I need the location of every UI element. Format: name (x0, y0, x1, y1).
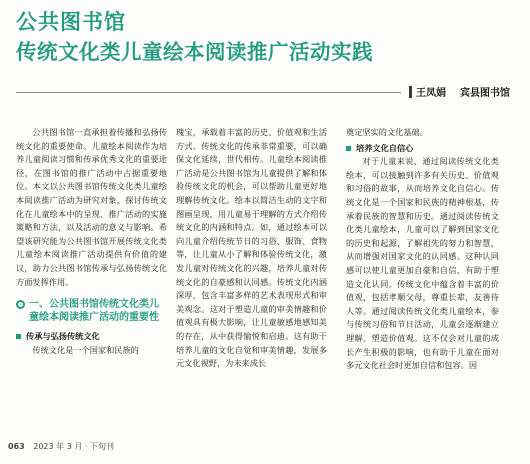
subheading-2 (346, 142, 499, 156)
title-line-2: 传统文化类儿童绘本阅读推广活动实践 (16, 40, 373, 64)
body-paragraph: 传统文化是一个国家和民族的 (32, 344, 139, 355)
body-paragraph: 奠定坚实的文化基础。 (346, 127, 428, 137)
section-heading-1-text: 一、公共图书馆传统文化类儿童绘本阅读推广活动的重要性 (29, 299, 159, 324)
section-heading-1 (16, 298, 167, 324)
author-affiliation: 宾县图书馆 (460, 88, 510, 99)
column-3 (346, 126, 499, 373)
byline (401, 84, 510, 99)
body-paragraph: 对于儿童来说，通过阅读传统文化类绘本，可以接触到许多有关历史、价值观和习俗的故事，从而培养文化自信心。传统文化是一个国家和民族的精神根基，传承着民族的智慧和历史。通过阅读传统文化类儿童绘本，儿童可以了解到国家文化的历史和起源，了解祖先的努力和智慧，从而增强对国家文化的认同感。这种认同感可以使儿童更加自豪和自信，有助于塑造文化认同。传统文化中蕴含着丰富的价值观，包括孝顺父母，尊重长辈，友善待人等。通过阅读传统文化类儿童绘本，参与传统习俗和节日活动，儿童会逐渐建立理解、塑造价值观。这不仅会对儿童的成长产生积极的影响，也有助于儿童在面对多元文化社会时更加自信和包容。因 (346, 156, 499, 371)
square-bullet-icon (16, 334, 21, 339)
intro-paragraph: 公共图书馆一直承担着传播和弘扬传统文化的重要使命。儿童绘本阅读作为培养儿童阅读习惯和传承优秀文化的重要途径，在图书馆的推广活动中占据重要地位。本文以公共图书馆传统文化类儿童绘本阅读推广活动为研究对象，探讨传统文化在儿童绘本中的呈现、推广活动的实施策略和方法，以及活动的意义与影响。希望该研究能为公共图书馆开展传统文化类儿童绘本阅读推广活动提供有价值的建议，助力公共图书馆传承与弘扬传统文化方面发挥作用。 (16, 127, 167, 287)
page-number: 063 (8, 442, 25, 451)
body-paragraph: 瑰宝，承载着丰富的历史、价值观和生活方式。传统文化的传承非常重要，可以确保文化延续，世代相传。儿童绘本阅读推广活动是公共图书馆为儿童提供了解和体验传统文化的机会，可以帮助儿童更好地理解传统文化。绘本以简洁生动的文字和图画呈现，用儿童易于理解的方式介绍传统文化的内涵和特点。如，通过绘本可以向儿童介绍传统节日的习俗、服饰、食物等，让儿童从小了解和体验传统文化，激发儿童对传统文化的兴趣，培养儿童对传统文化的自豪感和认同感。传统文化内涵深厚，包含丰富多样的艺术表现形式和审美观念。这对于塑造儿童的审美情趣和价值观具有极大影响，让儿童敏感地感知美的存在，从中获得愉悦和启迪。这有助于培养儿童的文化自觉和审美情趣，发展多元文化视野，为未来成长 (176, 127, 327, 369)
title-line-1: 公共图书馆 (16, 10, 126, 34)
subheading-2-text: 培养文化自信心 (356, 142, 414, 153)
square-bullet-icon (346, 146, 351, 151)
column-1 (16, 126, 167, 357)
byline-bar-icon (409, 86, 412, 98)
issue-label: 2023 年 3 月 · 下旬刊 (33, 442, 114, 451)
column-2 (176, 126, 327, 371)
subheading-1 (16, 330, 167, 344)
author-name: 王凤娟 (416, 88, 446, 99)
page-footer (8, 441, 114, 452)
ring-bullet-icon (16, 300, 25, 309)
subheading-1-text: 传承与弘扬传统文化 (26, 331, 100, 342)
